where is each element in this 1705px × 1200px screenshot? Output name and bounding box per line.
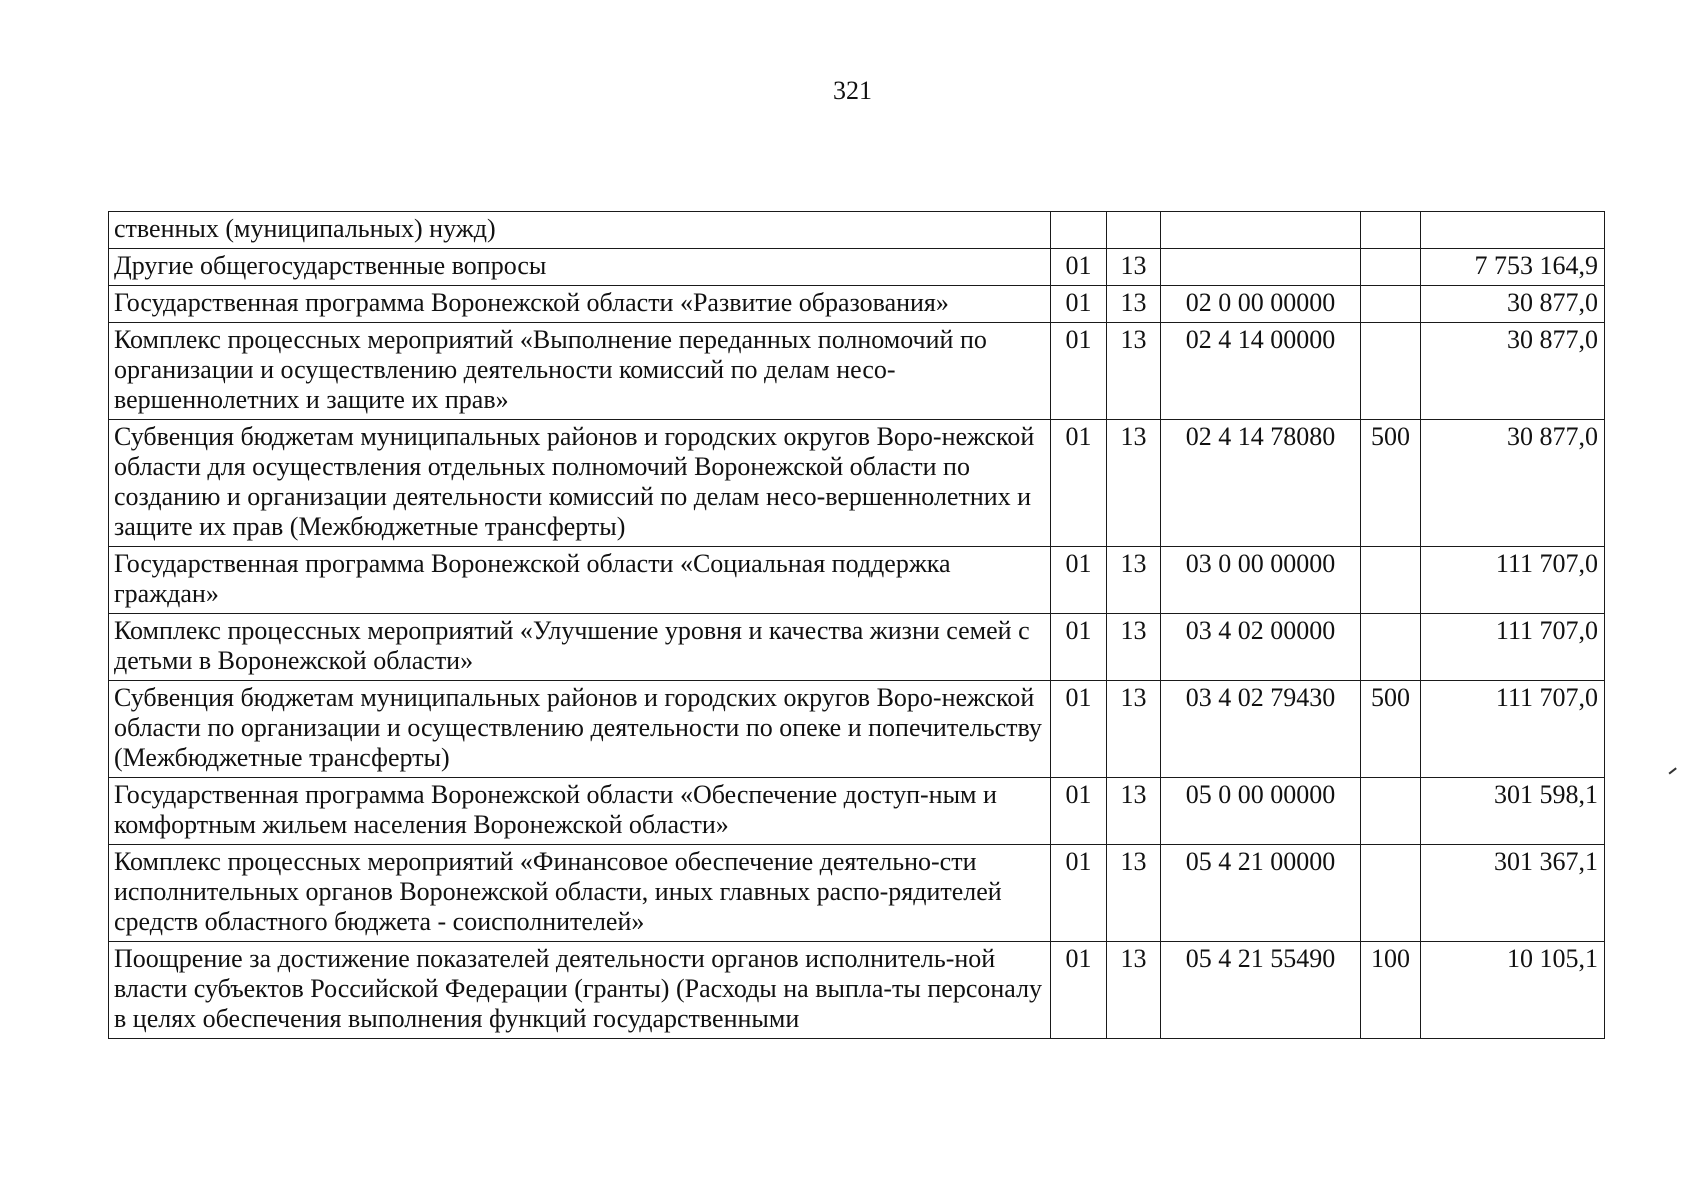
table-row [109,547,1605,614]
row-amount: 30 877,0 [1421,420,1605,547]
row-section-code: 01 [1051,681,1107,778]
row-name: Комплекс процессных мероприятий «Улучшение уровня и качества жизни семей с детьми в Воронежской области» [109,614,1051,681]
row-subsection-code: 13 [1107,286,1161,323]
row-name: Государственная программа Воронежской области «Обеспечение доступ-ным и комфортным жильем населения Воронежской области» [109,778,1051,845]
row-expense-type-code [1361,845,1421,942]
row-expense-type-code [1361,249,1421,286]
row-section-code: 01 [1051,942,1107,1039]
row-name: ственных (муниципальных) нужд) [109,212,1051,249]
row-target-article-code: 02 4 14 78080 [1161,420,1361,547]
row-name: Субвенция бюджетам муниципальных районов и городских округов Воро-нежской области для осуществления отдельных полномочий Воронежской области по созданию и организации деятельности комиссий по делам несо-вершеннолетних и защите их прав (Межбюджетные трансферты) [109,420,1051,547]
row-name: Поощрение за достижение показателей деятельности органов исполнитель-ной власти субъектов Российской Федерации (гранты) (Расходы на выпла-ты персоналу в целях обеспечения выполнения функций государственными [109,942,1051,1039]
scan-artifact-mark [1668,767,1676,774]
table-row [109,420,1605,547]
row-name: Государственная программа Воронежской области «Социальная поддержка граждан» [109,547,1051,614]
row-amount: 111 707,0 [1421,547,1605,614]
row-name: Субвенция бюджетам муниципальных районов и городских округов Воро-нежской области по организации и осуществлению деятельности по опеке и попечительству (Межбюджетные трансферты) [109,681,1051,778]
table-row [109,614,1605,681]
table-row [109,778,1605,845]
row-subsection-code: 13 [1107,778,1161,845]
row-expense-type-code [1361,547,1421,614]
row-amount: 111 707,0 [1421,681,1605,778]
row-expense-type-code [1361,614,1421,681]
row-target-article-code: 05 4 21 00000 [1161,845,1361,942]
row-amount: 301 598,1 [1421,778,1605,845]
row-target-article-code: 02 0 00 00000 [1161,286,1361,323]
table-row [109,323,1605,420]
row-subsection-code: 13 [1107,845,1161,942]
row-amount: 30 877,0 [1421,286,1605,323]
row-subsection-code: 13 [1107,614,1161,681]
row-name: Государственная программа Воронежской области «Развитие образования» [109,286,1051,323]
row-target-article-code [1161,249,1361,286]
row-expense-type-code [1361,323,1421,420]
row-section-code: 01 [1051,420,1107,547]
row-amount [1421,212,1605,249]
row-subsection-code: 13 [1107,547,1161,614]
table-row [109,845,1605,942]
row-subsection-code [1107,212,1161,249]
table-row [109,286,1605,323]
row-section-code [1051,212,1107,249]
row-section-code: 01 [1051,845,1107,942]
row-section-code: 01 [1051,286,1107,323]
row-section-code: 01 [1051,614,1107,681]
row-target-article-code: 05 4 21 55490 [1161,942,1361,1039]
row-subsection-code: 13 [1107,249,1161,286]
row-subsection-code: 13 [1107,420,1161,547]
row-section-code: 01 [1051,778,1107,845]
row-name: Комплекс процессных мероприятий «Выполнение переданных полномочий по организации и осуществлению деятельности комиссий по делам несо-вершеннолетних и защите их прав» [109,323,1051,420]
row-amount: 30 877,0 [1421,323,1605,420]
row-name: Другие общегосударственные вопросы [109,249,1051,286]
row-target-article-code: 03 4 02 79430 [1161,681,1361,778]
row-expense-type-code: 500 [1361,420,1421,547]
row-section-code: 01 [1051,323,1107,420]
budget-table [108,211,1605,1039]
row-amount: 7 753 164,9 [1421,249,1605,286]
table-row [109,681,1605,778]
row-section-code: 01 [1051,547,1107,614]
row-subsection-code: 13 [1107,323,1161,420]
row-target-article-code: 05 0 00 00000 [1161,778,1361,845]
row-target-article-code: 02 4 14 00000 [1161,323,1361,420]
row-subsection-code: 13 [1107,942,1161,1039]
row-expense-type-code [1361,212,1421,249]
page-number: 321 [833,76,872,105]
row-expense-type-code: 500 [1361,681,1421,778]
row-target-article-code: 03 0 00 00000 [1161,547,1361,614]
row-amount: 301 367,1 [1421,845,1605,942]
row-target-article-code: 03 4 02 00000 [1161,614,1361,681]
table-row [109,212,1605,249]
row-target-article-code [1161,212,1361,249]
row-amount: 111 707,0 [1421,614,1605,681]
table-row [109,249,1605,286]
row-amount: 10 105,1 [1421,942,1605,1039]
row-subsection-code: 13 [1107,681,1161,778]
row-section-code: 01 [1051,249,1107,286]
row-expense-type-code [1361,778,1421,845]
row-name: Комплекс процессных мероприятий «Финансовое обеспечение деятельно-сти исполнительных органов Воронежской области, иных главных распо-рядителей средств областного бюджета - соисполнителей» [109,845,1051,942]
row-expense-type-code: 100 [1361,942,1421,1039]
row-expense-type-code [1361,286,1421,323]
table-row [109,942,1605,1039]
